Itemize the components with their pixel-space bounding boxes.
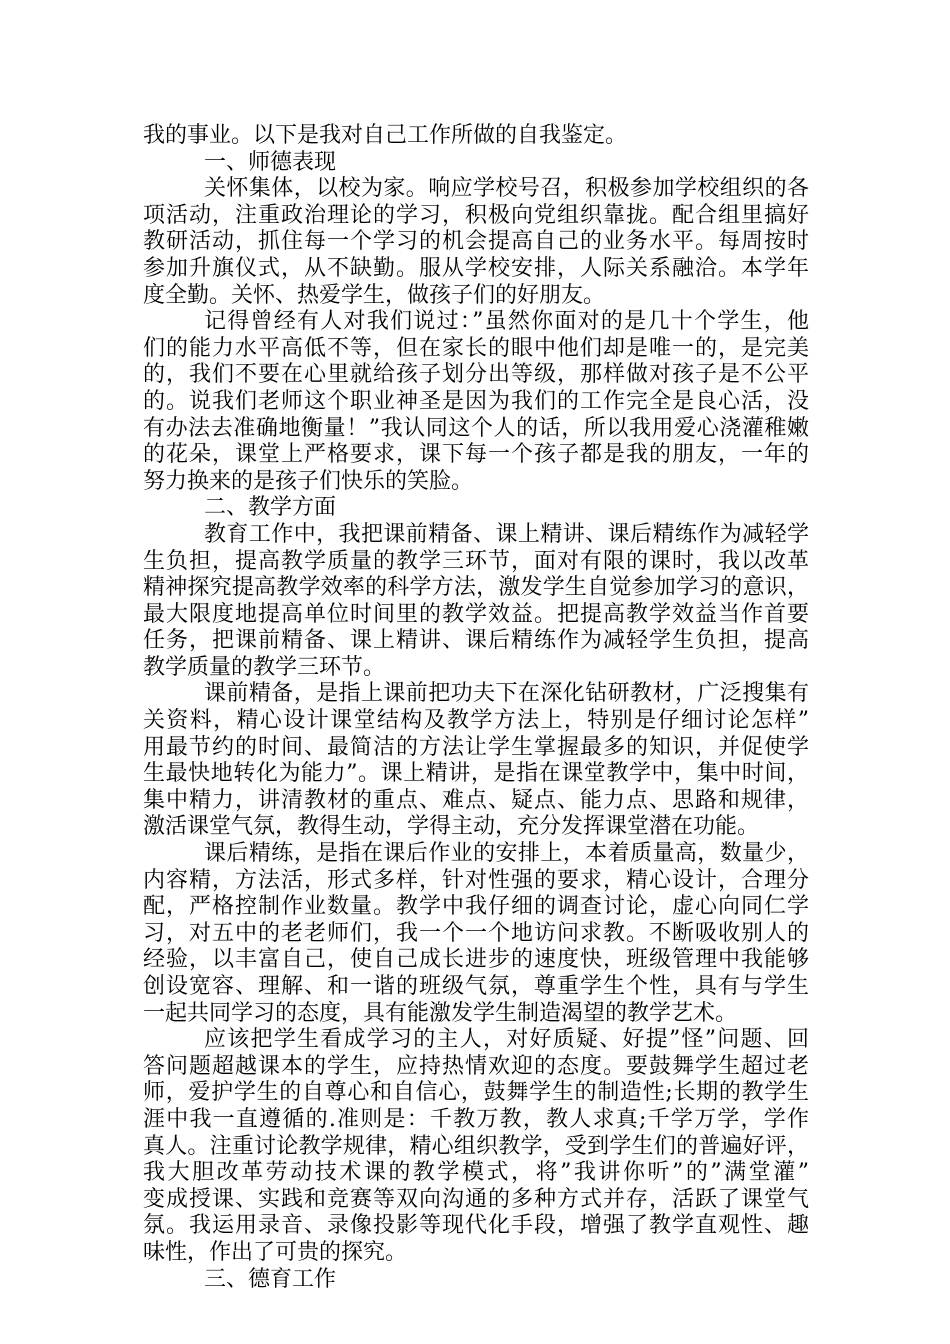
paragraph-line: 一起共同学习的态度，具有能激发学生制造渴望的教学艺术。 bbox=[143, 1000, 738, 1026]
paragraph-line: 创设宽容、理解、和一谐的班级气氛，尊重学生个性，具有与学生 bbox=[143, 974, 809, 999]
paragraph-line: 真人。注重讨论教学规律，精心组织教学，受到学生们的普遍好评， bbox=[143, 1133, 809, 1159]
paragraph-line: 的花朵，课堂上严格要求，课下每一个孩子都是我的朋友，一年的 bbox=[143, 442, 809, 468]
paragraph-line: 应该把学生看成学习的主人，对好质疑、好提”怪”问题、回 bbox=[204, 1027, 809, 1053]
paragraph-line: 激活课堂气氛，教得生动，学得主动，充分发挥课堂潜在功能。 bbox=[143, 814, 760, 840]
paragraph-line: 课前精备，是指上课前把功夫下在深化钻研教材，广泛搜集有 bbox=[204, 681, 809, 707]
paragraph-line: 内容精，方法活，形式多样，针对性强的要求，精心设计，合理分 bbox=[143, 867, 809, 893]
paragraph-line: 师，爱护学生的自尊心和自信心，鼓舞学生的制造性;长期的教学生 bbox=[143, 1080, 809, 1106]
paragraph-line: 努力换来的是孩子们快乐的笑脸。 bbox=[143, 468, 474, 494]
paragraph bbox=[143, 681, 809, 841]
paragraph-line: 精神探究提高教学效率的科学方法，激发学生自觉参加学习的意识， bbox=[143, 575, 809, 601]
paragraph-line: 用最节约的时间、最简洁的方法让学生掌握最多的知识，并促使学 bbox=[143, 734, 809, 760]
paragraph-line: 答问题超越课本的学生，应持热情欢迎的态度。要鼓舞学生超过老 bbox=[143, 1053, 809, 1079]
paragraph bbox=[143, 309, 809, 495]
section-heading: 三、德育工作 bbox=[204, 1266, 337, 1292]
paragraph-line: 参加升旗仪式，从不缺勤。服从学校安排，人际关系融洽。本学年 bbox=[143, 255, 809, 281]
paragraph-line: 集中精力，讲清教材的重点、难点、疑点、能力点、思路和规律， bbox=[143, 787, 809, 813]
paragraph bbox=[143, 123, 809, 150]
paragraph bbox=[143, 522, 809, 682]
paragraph-line: 生负担，提高教学质量的教学三环节，面对有限的课时，我以改革 bbox=[143, 548, 809, 574]
paragraph-line: 我大胆改革劳动技术课的教学模式，将”我讲你听”的”满堂灌” bbox=[143, 1160, 809, 1186]
paragraph-line: 教学质量的教学三环节。 bbox=[143, 654, 386, 680]
paragraph-line: 教研活动，抓住每一个学习的机会提高自己的业务水平。每周按时 bbox=[143, 229, 809, 255]
paragraph-line: 度全勤。关怀、热爱学生，做孩子们的好朋友。 bbox=[143, 282, 606, 308]
paragraph-line: 的。说我们老师这个职业神圣是因为我们的工作完全是良心活，没 bbox=[143, 388, 809, 414]
document-page bbox=[143, 123, 809, 1293]
section-heading: 一、师德表现 bbox=[204, 149, 337, 175]
paragraph-line: 项活动，注重政治理论的学习，积极向党组织靠拢。配合组里搞好 bbox=[143, 202, 809, 228]
paragraph-line: 我的事业。以下是我对自己工作所做的自我鉴定。 bbox=[143, 123, 628, 148]
paragraph bbox=[143, 1027, 809, 1266]
section-heading: 二、教学方面 bbox=[204, 495, 337, 521]
paragraph bbox=[143, 176, 809, 309]
paragraph-line: 变成授课、实践和竞赛等双向沟通的多种方式并存，活跃了课堂气 bbox=[143, 1186, 809, 1212]
paragraph-line: 生最快地转化为能力”。课上精讲，是指在课堂教学中，集中时间， bbox=[143, 761, 809, 787]
paragraph-line: 任务，把课前精备、课上精讲、课后精练作为减轻学生负担，提高 bbox=[143, 628, 809, 654]
paragraph-line: 课后精练，是指在课后作业的安排上，本着质量高，数量少， bbox=[204, 841, 809, 867]
paragraph-line: 的，我们不要在心里就给孩子划分出等级，那样做对孩子是不公平 bbox=[143, 362, 809, 388]
paragraph-line: 味性，作出了可贵的探究。 bbox=[143, 1239, 408, 1265]
paragraph-line: 有办法去准确地衡量！”我认同这个人的话，所以我用爱心浇灌稚嫩 bbox=[143, 415, 809, 441]
paragraph-line: 教育工作中，我把课前精备、课上精讲、课后精练作为减轻学 bbox=[204, 521, 809, 547]
paragraph-line: 最大限度地提高单位时间里的教学效益。把提高教学效益当作首要 bbox=[143, 601, 809, 627]
paragraph-line: 关资料，精心设计课堂结构及教学方法上，特别是仔细讨论怎样” bbox=[143, 708, 809, 734]
paragraph-line: 经验，以丰富自己，使自己成长进步的速度快，班级管理中我能够 bbox=[143, 947, 809, 973]
paragraph-line: 涯中我一直遵循的.准则是：千教万教，教人求真;千学万学，学作 bbox=[143, 1106, 809, 1132]
paragraph-line: 关怀集体，以校为家。响应学校号召，积极参加学校组织的各 bbox=[204, 176, 809, 202]
paragraph-line: 习，对五中的老老师们，我一个一个地访问求教。不断吸收别人的 bbox=[143, 920, 809, 946]
paragraph-line: 配，严格控制作业数量。教学中我仔细的调查讨论，虚心向同仁学 bbox=[143, 894, 809, 920]
paragraph-line: 记得曾经有人对我们说过：”虽然你面对的是几十个学生，他 bbox=[204, 309, 809, 335]
paragraph bbox=[143, 841, 809, 1027]
paragraph-line: 氛。我运用录音、录像投影等现代化手段，增强了教学直观性、趣 bbox=[143, 1213, 809, 1239]
paragraph-line: 们的能力水平高低不等，但在家长的眼中他们却是唯一的，是完美 bbox=[143, 335, 809, 361]
